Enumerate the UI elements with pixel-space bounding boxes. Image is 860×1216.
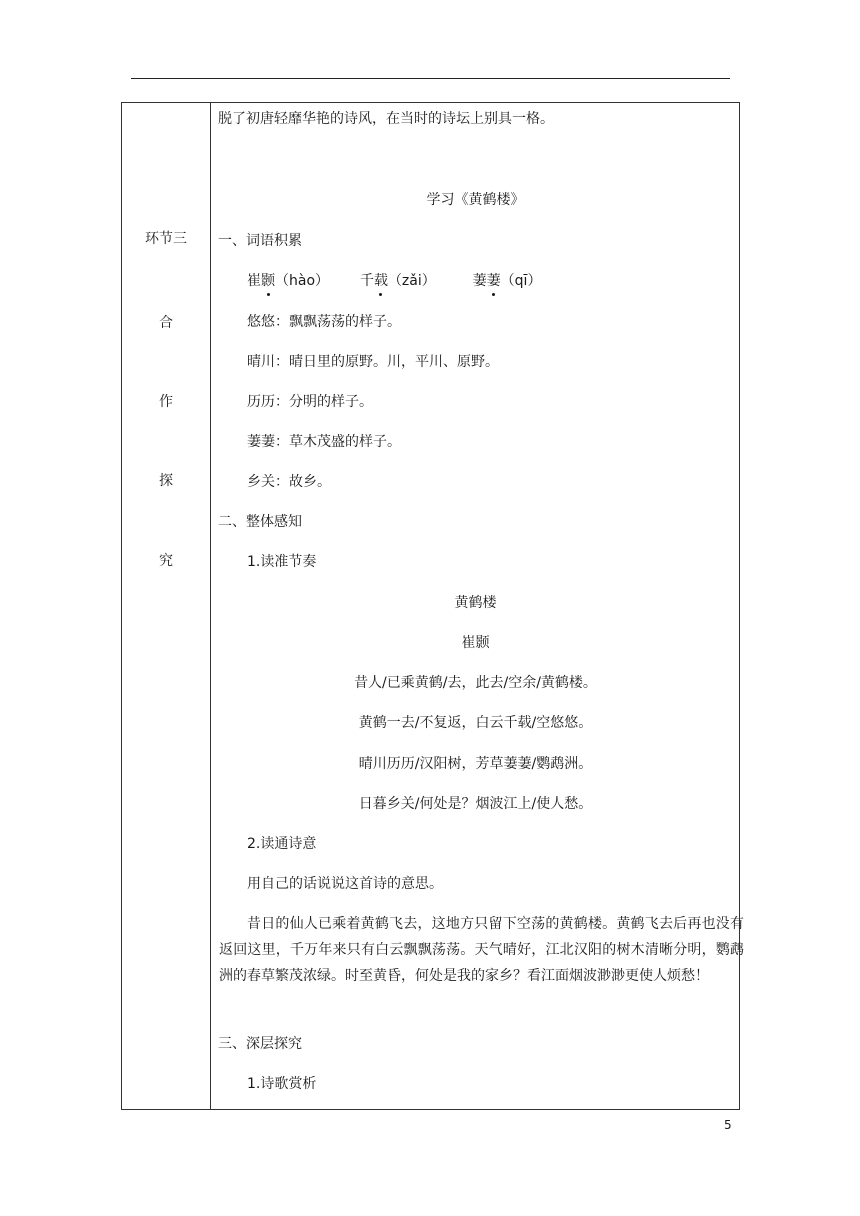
poem-line-2: 黄鹤一去/不复返，白云千载/空悠悠。: [358, 715, 593, 731]
section2-sub2: 2.读通诗意: [247, 836, 317, 852]
section2-heading: 二、整体感知: [218, 514, 302, 530]
section3-sub1: 1.诗歌赏析: [247, 1076, 317, 1092]
side-label-stage: 环节三: [145, 231, 187, 247]
side-label-char-1: 合: [159, 315, 173, 331]
poem-author: 崔颢: [461, 635, 490, 651]
lesson-table: [121, 102, 744, 1110]
side-label-char-2: 作: [159, 394, 173, 410]
section2-sub1: 1.读准节奏: [247, 554, 317, 570]
lesson-title: 学习《黄鹤楼》: [426, 192, 525, 208]
header-rule: [131, 78, 730, 79]
pinyin-item-1: 崔颢（hào）: [247, 273, 329, 289]
poem-title: 黄鹤楼: [454, 595, 497, 611]
definition-4: 萋萋：草木茂盛的样子。: [247, 434, 401, 450]
pinyin-item-3: 萋萋（qī）: [473, 273, 542, 289]
continuation-line: 脱了初唐轻靡华艳的诗风，在当时的诗坛上别具一格。: [218, 111, 554, 127]
definition-2: 晴川：晴日里的原野。川，平川、原野。: [247, 354, 499, 370]
poem-line-1: 昔人/已乘黄鹤/去，此去/空余/黄鹤楼。: [354, 675, 597, 691]
translation-paragraph: 昔日的仙人已乘着黄鹤飞去，这地方只留下空荡的黄鹤楼。黄鹤飞去后再也没有返回这里，千万年来只有白云飘飘荡荡。天气晴好，江北汉阳的树木清晰分明，鹦鹉洲的春草繁茂浓绿。时至黄昏，何处是我的家乡？看江面烟波渺渺更使人烦愁！: [219, 916, 744, 984]
side-label-char-3: 探: [159, 473, 173, 489]
page-number: 5: [724, 1118, 732, 1132]
section1-heading: 一、词语积累: [218, 233, 302, 249]
section3-heading: 三、深层探究: [218, 1036, 302, 1052]
pinyin-item-2: 千载（zǎi）: [360, 273, 436, 289]
side-label-char-4: 究: [159, 553, 173, 569]
poem-line-3: 晴川历历/汉阳树，芳草萋萋/鹦鹉洲。: [358, 756, 593, 772]
pinyin-row: [247, 270, 541, 292]
poem-line-4: 日暮乡关/何处是？烟波江上/使人愁。: [358, 796, 593, 812]
content-cell: [122, 103, 744, 1109]
instruction: 用自己的话说说这首诗的意思。: [247, 876, 443, 892]
definition-1: 悠悠：飘飘荡荡的样子。: [247, 314, 401, 330]
definition-3: 历历：分明的样子。: [247, 394, 373, 410]
definition-5: 乡关：故乡。: [247, 474, 331, 490]
